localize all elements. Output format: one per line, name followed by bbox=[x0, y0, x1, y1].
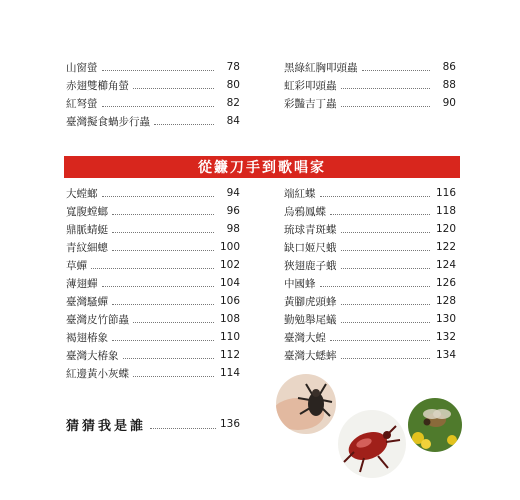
toc-final-entry[interactable] bbox=[66, 414, 240, 434]
toc-entry-title: 臺灣騷蟬 bbox=[66, 295, 108, 308]
toc-entry-title: 端紅蝶 bbox=[284, 187, 316, 200]
beetle-on-hand-photo bbox=[276, 374, 336, 434]
toc-entry-title: 琉球青斑蝶 bbox=[284, 223, 337, 236]
red-beetle-illustration bbox=[338, 410, 406, 478]
toc-entry-page: 114 bbox=[219, 367, 240, 379]
dot-leader bbox=[102, 70, 215, 71]
toc-entry-title: 臺灣擬食蝸步行蟲 bbox=[66, 115, 150, 128]
dot-leader bbox=[341, 88, 431, 89]
dot-leader bbox=[320, 196, 431, 197]
dot-leader bbox=[341, 304, 431, 305]
toc-entry[interactable] bbox=[66, 364, 240, 382]
toc-entry[interactable] bbox=[66, 58, 240, 76]
toc-entry-page: 98 bbox=[226, 223, 240, 235]
dot-leader bbox=[133, 322, 214, 323]
toc-entry-title: 虹彩叩頭蟲 bbox=[284, 79, 337, 92]
toc-entry-page: 90 bbox=[442, 97, 456, 109]
toc-entry-page: 126 bbox=[435, 277, 456, 289]
toc-entry-page: 100 bbox=[219, 241, 240, 253]
toc-entry[interactable] bbox=[66, 112, 240, 130]
toc-entry-page: 80 bbox=[226, 79, 240, 91]
dot-leader bbox=[341, 106, 431, 107]
toc-entry-page: 120 bbox=[435, 223, 456, 235]
dot-leader bbox=[91, 268, 214, 269]
toc-entry[interactable] bbox=[66, 220, 240, 238]
toc-entry[interactable] bbox=[66, 274, 240, 292]
toc-entry[interactable] bbox=[284, 94, 456, 112]
toc-entry[interactable] bbox=[66, 238, 240, 256]
toc-entry[interactable] bbox=[284, 76, 456, 94]
toc-entry[interactable] bbox=[66, 328, 240, 346]
toc-entry-title: 臺灣大椿象 bbox=[66, 349, 119, 362]
dot-leader bbox=[112, 250, 214, 251]
toc-entry-page: 128 bbox=[435, 295, 456, 307]
dot-leader bbox=[330, 214, 430, 215]
bee-on-flowers-photo bbox=[408, 398, 462, 452]
toc-entry[interactable] bbox=[66, 310, 240, 328]
toc-entry-title: 黃腳虎頭蜂 bbox=[284, 295, 337, 308]
dot-leader bbox=[154, 124, 214, 125]
toc-entry[interactable] bbox=[284, 238, 456, 256]
section-banner bbox=[64, 156, 460, 178]
toc-entry-page: 106 bbox=[219, 295, 240, 307]
toc-entry-page: 130 bbox=[435, 313, 456, 325]
toc-entry-page: 82 bbox=[226, 97, 240, 109]
toc-entry-page: 86 bbox=[442, 61, 456, 73]
toc-entry[interactable] bbox=[284, 346, 456, 364]
dot-leader bbox=[102, 286, 215, 287]
toc-entry-title: 臺灣皮竹節蟲 bbox=[66, 313, 129, 326]
toc-entry[interactable] bbox=[284, 310, 456, 328]
toc-final-title: 猜猜我是誰 bbox=[66, 418, 147, 434]
toc-entry[interactable] bbox=[66, 256, 240, 274]
toc-entry-title: 臺灣大蟋蟀 bbox=[284, 349, 337, 362]
toc-entry[interactable] bbox=[284, 292, 456, 310]
toc-entry-title: 勤勉舉尾蟻 bbox=[284, 313, 337, 326]
toc-entry-title: 大螳螂 bbox=[66, 187, 98, 200]
toc-entry-page: 118 bbox=[435, 205, 456, 217]
dot-leader bbox=[123, 358, 215, 359]
toc-entry-title: 鼎脈蜻蜓 bbox=[66, 223, 108, 236]
dot-leader bbox=[330, 340, 430, 341]
dot-leader bbox=[102, 106, 215, 107]
toc-entry-page: 94 bbox=[226, 187, 240, 199]
toc-entry-title: 褐翅椿象 bbox=[66, 331, 108, 344]
toc-entry[interactable] bbox=[66, 292, 240, 310]
toc-entry[interactable] bbox=[66, 184, 240, 202]
dot-leader bbox=[112, 304, 214, 305]
toc-entry[interactable] bbox=[284, 220, 456, 238]
toc-entry-page: 132 bbox=[435, 331, 456, 343]
toc-entry[interactable] bbox=[66, 202, 240, 220]
toc-entry-page: 102 bbox=[219, 259, 240, 271]
toc-entry-page: 108 bbox=[219, 313, 240, 325]
toc-entry-page: 104 bbox=[219, 277, 240, 289]
dot-leader bbox=[341, 250, 431, 251]
toc-entry-page: 96 bbox=[226, 205, 240, 217]
toc-entry-title: 青紋細蟌 bbox=[66, 241, 108, 254]
dot-leader bbox=[102, 196, 215, 197]
toc-entry-title: 赤翅雙櫛角螢 bbox=[66, 79, 129, 92]
toc-entry-page: 116 bbox=[435, 187, 456, 199]
dot-leader bbox=[341, 322, 431, 323]
toc-entry[interactable] bbox=[66, 76, 240, 94]
dot-leader bbox=[320, 286, 431, 287]
toc-entry[interactable] bbox=[284, 274, 456, 292]
toc-entry-page: 134 bbox=[435, 349, 456, 361]
toc-entry-title: 紅邊黃小灰蝶 bbox=[66, 367, 129, 380]
dot-leader bbox=[112, 340, 214, 341]
toc-entry-title: 紅弩螢 bbox=[66, 97, 98, 110]
bee-illustration bbox=[408, 398, 462, 452]
toc-entry-page: 84 bbox=[226, 115, 240, 127]
toc-entry[interactable] bbox=[284, 256, 456, 274]
toc-entry[interactable] bbox=[284, 184, 456, 202]
toc-entry-page: 88 bbox=[442, 79, 456, 91]
dot-leader bbox=[150, 428, 216, 429]
toc-entry[interactable] bbox=[284, 58, 456, 76]
toc-entry-title: 薄翅蟬 bbox=[66, 277, 98, 290]
dot-leader bbox=[133, 376, 214, 377]
toc-entry-title: 烏鴉鳳蝶 bbox=[284, 205, 326, 218]
dot-leader bbox=[112, 232, 214, 233]
dot-leader bbox=[341, 232, 431, 233]
toc-final-page: 136 bbox=[219, 418, 240, 430]
toc-entry-title: 草蟬 bbox=[66, 259, 87, 272]
toc-entry-title: 黑綠紅胸叩頭蟲 bbox=[284, 61, 358, 74]
dot-leader bbox=[112, 214, 214, 215]
toc-entry-title: 臺灣大蝗 bbox=[284, 331, 326, 344]
toc-entry[interactable] bbox=[284, 202, 456, 220]
toc-entry-page: 110 bbox=[219, 331, 240, 343]
toc-entry-title: 寬腹螳螂 bbox=[66, 205, 108, 218]
section-title: 從鐮刀手到歌唱家 bbox=[198, 160, 326, 176]
dot-leader bbox=[133, 88, 214, 89]
toc-entry-page: 78 bbox=[226, 61, 240, 73]
toc-entry[interactable] bbox=[66, 94, 240, 112]
toc-entry-page: 112 bbox=[219, 349, 240, 361]
toc-entry-page: 122 bbox=[435, 241, 456, 253]
toc-entry[interactable] bbox=[284, 328, 456, 346]
dot-leader bbox=[341, 358, 431, 359]
toc-entry-title: 缺口姬尺蛾 bbox=[284, 241, 337, 254]
toc-entry-page: 124 bbox=[435, 259, 456, 271]
beetle-illustration bbox=[276, 374, 336, 434]
dot-leader bbox=[362, 70, 431, 71]
toc-entry-title: 山窗螢 bbox=[66, 61, 98, 74]
toc-entry-title: 彩豔吉丁蟲 bbox=[284, 97, 337, 110]
red-beetle-photo bbox=[338, 410, 406, 478]
toc-entry[interactable] bbox=[66, 346, 240, 364]
toc-entry-title: 狹翅鹿子蛾 bbox=[284, 259, 337, 272]
toc-entry-title: 中國蜂 bbox=[284, 277, 316, 290]
dot-leader bbox=[341, 268, 431, 269]
